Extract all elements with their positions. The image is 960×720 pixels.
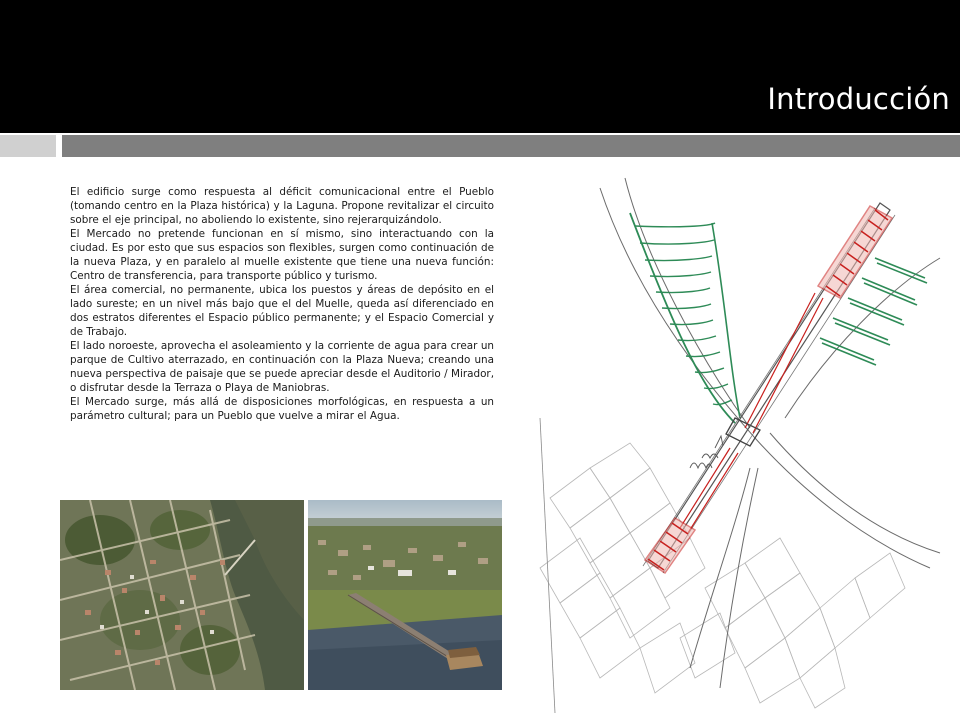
slide-title: Introducción	[767, 82, 950, 116]
paragraph-5: El Mercado surge, más allá de disposiciones morfológicas, en respuesta a un parámetro cultural; para un Pueblo que vuelve a mirar el Agua.	[70, 396, 494, 422]
paragraph-3: El área comercial, no permanente, ubica los puestos y áreas de depósito en el lado sureste; en un nivel más bajo que el del Muelle, queda así diferenciado en dos estratos diferentes el Espacio público permanente; y el Espacio Comercial y de Trabajo.	[70, 284, 494, 338]
pier-aerial-photo	[308, 500, 502, 690]
project-sketch	[530, 168, 955, 713]
aerial-town-photo	[60, 500, 304, 690]
paragraph-1: El edificio surge como respuesta al déficit comunicacional entre el Pueblo (tomando centro en la Plaza histórica) y la Laguna. Propone revitalizar el circuito sobre el eje principal, no aboliendo lo existente, sino rejerarquizándolo.	[70, 186, 494, 226]
accent-strip-right	[62, 135, 960, 157]
paragraph-2: El Mercado no pretende funcionan en sí mismo, sino interactuando con la ciudad. Es por esto que sus espacios son flexibles, surgen como continuación de la nueva Plaza, y en paralelo al muelle existente que tiene una nueva función: Centro de transferencia, para transporte público y turismo.	[70, 228, 494, 282]
accent-strip-left	[0, 135, 56, 157]
body-text	[70, 185, 494, 423]
paragraph-4: El lado noroeste, aprovecha el asoleamiento y la corriente de agua para crear un parque de Cultivo aterrazado, en continuación con la Plaza Nueva; creando una nueva perspectiva de paisaje que se puede apreciar desde el Auditorio / Mirador, o disfrutar desde la Terraza o Playa de Maniobras.	[70, 340, 494, 394]
